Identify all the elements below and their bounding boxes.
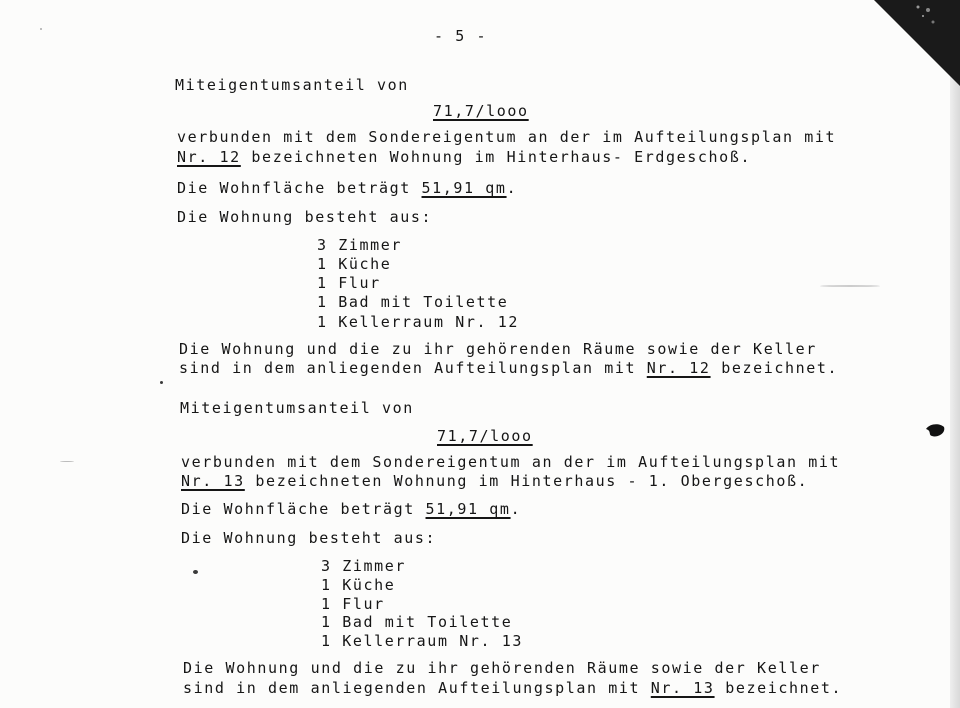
section1-closing-nr: Nr. 12 — [646, 359, 711, 377]
section1-item: 3 Zimmer — [317, 236, 403, 254]
section2-item: 1 Kellerraum Nr. 13 — [321, 632, 523, 650]
section2-share: 71,7/looo — [437, 427, 533, 445]
section2-area-value: 51,91 qm — [425, 500, 511, 518]
ink-blot — [924, 421, 946, 439]
section1-desc-rest: bezeichneten Wohnung im Hinterhaus- Erdgeschoß. — [240, 148, 752, 166]
section1-area-prefix: Die Wohnfläche beträgt — [177, 179, 422, 197]
section1-area-suffix: . — [506, 179, 518, 197]
section1-desc-line1: verbunden mit dem Sondereigentum an der im Aufteilungsplan mit — [177, 128, 837, 146]
section1-item: 1 Küche — [317, 255, 392, 273]
section1-closing-suffix: bezeichnet. — [710, 359, 839, 377]
section1-closing-line2 — [179, 359, 838, 377]
section2-consists: Die Wohnung besteht aus: — [181, 529, 437, 547]
section1-consists: Die Wohnung besteht aus: — [177, 208, 433, 226]
section2-closing-suffix: bezeichnet. — [714, 679, 843, 697]
section2-item: 3 Zimmer — [321, 557, 407, 575]
section2-item: 1 Flur — [321, 595, 385, 613]
section2-closing-line1: Die Wohnung und die zu ihr gehörenden Räume sowie der Keller — [183, 659, 821, 677]
section1-area-line — [177, 179, 517, 197]
section2-heading: Miteigentumsanteil von — [180, 399, 414, 417]
scan-speck — [60, 461, 74, 462]
section1-item: 1 Flur — [317, 274, 381, 292]
page-number: - 5 - — [434, 27, 488, 45]
section2-item: 1 Küche — [321, 576, 396, 594]
section2-closing-prefix: sind in dem anliegenden Aufteilungsplan mit — [183, 679, 651, 697]
section2-item: 1 Bad mit Toilette — [321, 613, 513, 631]
scan-speck — [40, 28, 42, 30]
section1-closing-prefix: sind in dem anliegenden Aufteilungsplan mit — [179, 359, 647, 377]
section1-area-value: 51,91 qm — [421, 179, 507, 197]
corner-speckle-texture — [888, 4, 938, 44]
section1-unit-nr: Nr. 12 — [177, 148, 241, 166]
page-edge-shadow — [950, 0, 960, 708]
scan-speck — [193, 570, 198, 574]
scan-speck — [160, 381, 163, 384]
section2-closing-nr: Nr. 13 — [650, 679, 715, 697]
section1-closing-line1: Die Wohnung und die zu ihr gehörenden Räume sowie der Keller — [179, 340, 817, 358]
section2-closing-line2 — [183, 679, 842, 697]
section1-item: 1 Kellerraum Nr. 12 — [317, 313, 519, 331]
scan-speck — [820, 285, 880, 287]
section2-area-line — [181, 500, 521, 518]
section1-heading: Miteigentumsanteil von — [175, 76, 409, 94]
section1-item: 1 Bad mit Toilette — [317, 293, 509, 311]
section2-desc-line2 — [181, 472, 808, 490]
section2-desc-rest: bezeichneten Wohnung im Hinterhaus - 1. Obergeschoß. — [244, 472, 809, 490]
section2-desc-line1: verbunden mit dem Sondereigentum an der im Aufteilungsplan mit — [181, 453, 841, 471]
section2-area-prefix: Die Wohnfläche beträgt — [181, 500, 426, 518]
section1-share: 71,7/looo — [433, 102, 529, 120]
section2-area-suffix: . — [510, 500, 522, 518]
section1-desc-line2 — [177, 148, 751, 166]
section2-unit-nr: Nr. 13 — [181, 472, 245, 490]
